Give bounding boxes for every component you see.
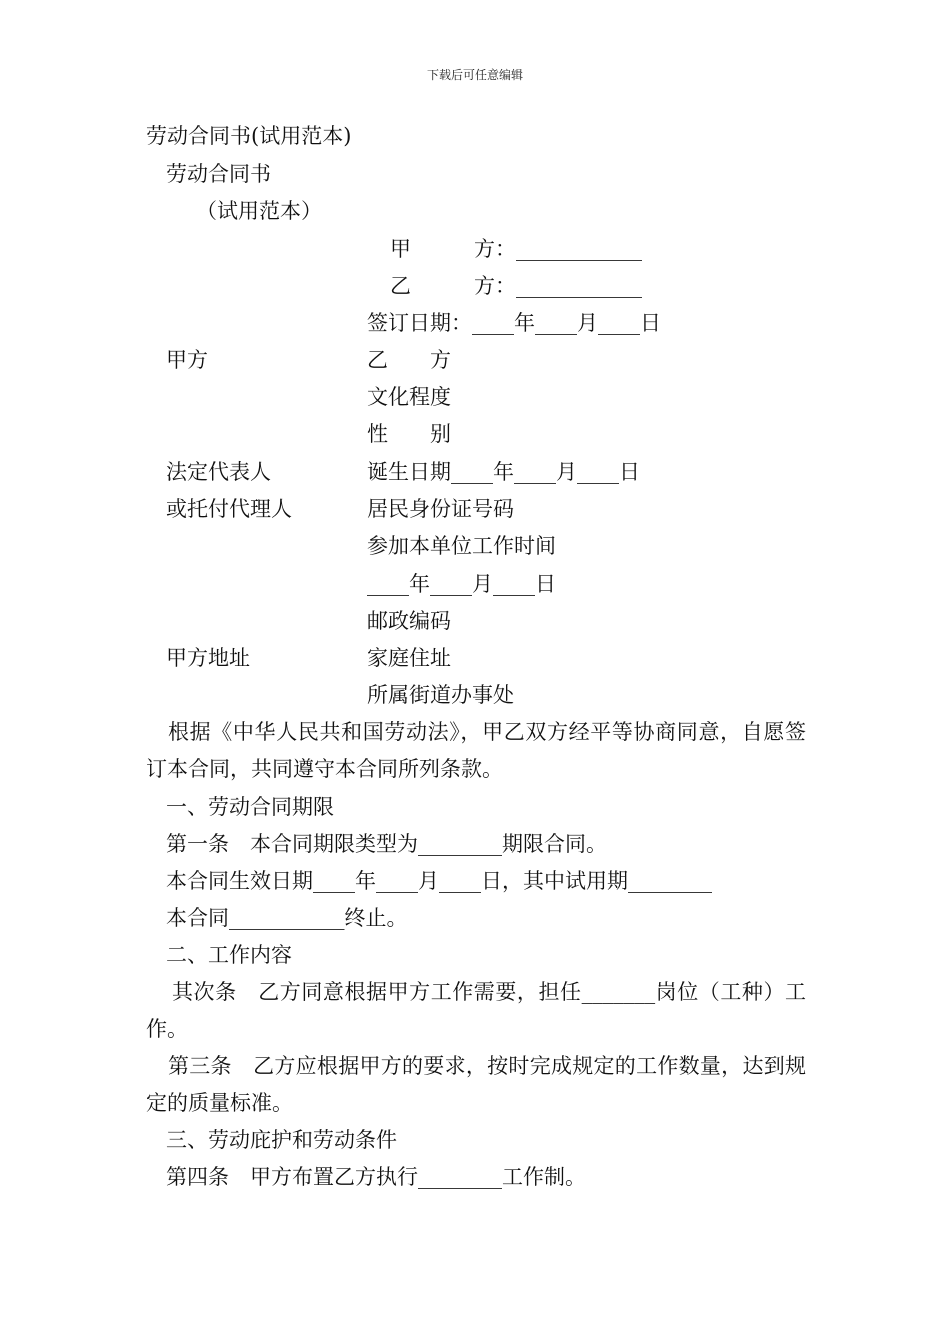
section-1-title: 一、劳动合同期限 — [166, 795, 334, 819]
gender-label: 性 别 — [367, 422, 451, 446]
party-a-field: 甲 方：____________ — [390, 237, 642, 261]
article-3: 第三条 乙方应根据甲方的要求，按时完成规定的工作数量，达到规定的质量标准。 — [146, 1054, 806, 1115]
article-3-paragraph — [146, 1048, 806, 1122]
article-2-paragraph — [146, 974, 806, 1048]
join-date-field: ____年____月____日 — [367, 572, 556, 596]
education-label: 文化程度 — [367, 385, 451, 409]
home-address-label: 家庭住址 — [367, 646, 451, 670]
intro-text: 根据《中华人民共和国劳动法》，甲乙双方经平等协商同意，自愿签订本合同，共同遵守本合同所列条款。 — [146, 720, 806, 781]
article-4: 第四条 甲方布置乙方执行________工作制。 — [166, 1165, 586, 1189]
party-a-label: 甲方 — [166, 348, 208, 372]
section-2-title: 二、工作内容 — [166, 943, 292, 967]
contract-title: 劳动合同书 — [166, 162, 271, 186]
postcode-label: 邮政编码 — [367, 609, 451, 633]
legal-rep-label: 法定代表人 — [166, 460, 271, 484]
birth-date-field: 诞生日期____年____月____日 — [367, 460, 640, 484]
section-3-title: 三、劳动庇护和劳动条件 — [166, 1128, 397, 1152]
party-b-field: 乙 方：____________ — [390, 274, 642, 298]
street-office-label: 所属街道办事处 — [367, 683, 514, 707]
join-date-label: 参加本单位工作时间 — [367, 534, 556, 558]
contract-subtitle: （试用范本） — [196, 199, 322, 223]
party-b-label: 乙 方 — [367, 348, 451, 372]
article-1: 第一条 本合同期限类型为________期限合同。 — [166, 832, 607, 856]
agent-label: 或托付代理人 — [166, 497, 292, 521]
article-1-effective-date: 本合同生效日期____年____月____日，其中试用期________ — [166, 869, 712, 893]
sign-date-field: 签订日期：____年____月____日 — [367, 311, 661, 335]
article-2: 其次条 乙方同意根据甲方工作需要，担任_______岗位（工种）工作。 — [146, 980, 806, 1041]
intro-paragraph — [146, 714, 806, 788]
page-header: 下载后可任意编辑 — [426, 68, 523, 82]
article-1-termination: 本合同___________终止。 — [166, 906, 408, 930]
id-number-label: 居民身份证号码 — [367, 497, 514, 521]
party-a-address-label: 甲方地址 — [166, 646, 250, 670]
document-title: 劳动合同书(试用范本) — [146, 124, 352, 148]
